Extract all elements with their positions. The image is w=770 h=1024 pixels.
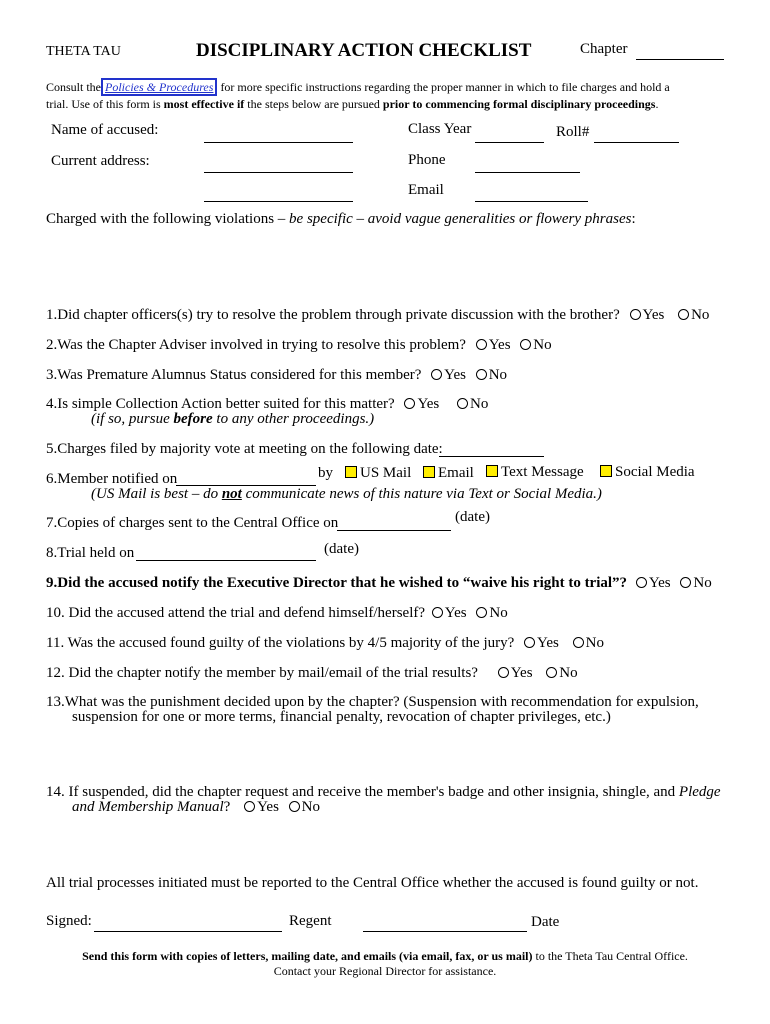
q7-date-field[interactable] <box>337 530 451 531</box>
q6-by-label: by <box>318 465 333 481</box>
radio-icon[interactable] <box>630 309 641 320</box>
address-field-1[interactable] <box>204 172 353 173</box>
q6-email-option[interactable]: Email <box>423 465 474 482</box>
q4-no-option[interactable]: No <box>457 396 488 413</box>
question-14-line-2: and Membership Manual? Yes No <box>72 799 320 815</box>
q10-yes-option[interactable]: Yes <box>432 605 467 622</box>
all-trial-note: All trial processes initiated must be reported to the Central Office whether the accused is found guilty or not. <box>46 875 699 891</box>
radio-icon[interactable] <box>498 667 509 678</box>
radio-icon[interactable] <box>431 369 442 380</box>
q2-yes-option[interactable]: Yes <box>476 337 511 354</box>
send-instructions: Send this form with copies of letters, mailing date, and emails (via email, fax, or us mail) to the Theta Tau Central Office. <box>82 949 688 963</box>
radio-icon[interactable] <box>476 339 487 350</box>
chapter-label: Chapter <box>580 41 628 57</box>
question-9: 9.Did the accused notify the Executive Director that he wished to “waive his right to trial”? Yes No <box>46 575 712 591</box>
q12-yes-option[interactable]: Yes <box>498 665 533 682</box>
org-name: THETA TAU <box>46 44 121 59</box>
q10-no-option[interactable]: No <box>476 605 507 622</box>
q6-social-media-option[interactable]: Social Media <box>600 464 695 481</box>
q9-yes-option[interactable]: Yes <box>636 575 671 592</box>
radio-icon[interactable] <box>573 637 584 648</box>
q14-yes-option[interactable]: Yes <box>244 799 279 816</box>
question-4: 4.Is simple Collection Action better suited for this matter? Yes No <box>46 396 489 412</box>
policies-link[interactable]: Policies & Procedures <box>101 78 217 96</box>
checkbox-icon[interactable] <box>423 466 435 478</box>
radio-icon[interactable] <box>678 309 689 320</box>
question-1: 1.Did chapter officers(s) try to resolve the problem through private discussion with the brother? Yes No <box>46 307 710 323</box>
phone-field[interactable] <box>475 172 580 173</box>
question-12: 12. Did the chapter notify the member by mail/email of the trial results? Yes No <box>46 665 578 681</box>
q6-text-message-option[interactable]: Text Message <box>486 464 584 481</box>
question-7: 7.Copies of charges sent to the Central Office on <box>46 515 339 531</box>
class-year-field[interactable] <box>475 142 544 143</box>
q3-yes-option[interactable]: Yes <box>431 367 466 384</box>
q3-no-option[interactable]: No <box>476 367 507 384</box>
radio-icon[interactable] <box>636 577 647 588</box>
q2-no-option[interactable]: No <box>520 337 551 354</box>
q9-no-option[interactable]: No <box>680 575 711 592</box>
q4-yes-option[interactable]: Yes <box>404 396 439 413</box>
phone-label: Phone <box>408 152 446 168</box>
q1-no-option[interactable]: No <box>678 307 709 324</box>
q14-no-option[interactable]: No <box>289 799 320 816</box>
radio-icon[interactable] <box>457 398 468 409</box>
radio-icon[interactable] <box>289 801 300 812</box>
q11-no-option[interactable]: No <box>573 635 604 652</box>
charged-violations-label: Charged with the following violations – be specific – avoid vague generalities or flowery phrases: <box>46 211 636 227</box>
question-11: 11. Was the accused found guilty of the violations by 4/5 majority of the jury? Yes No <box>46 635 604 651</box>
q6-us-mail-option[interactable]: US Mail <box>345 465 411 482</box>
q7-date-label: (date) <box>455 509 490 525</box>
q8-date-label: (date) <box>324 541 359 557</box>
radio-icon[interactable] <box>524 637 535 648</box>
question-13-line-1: 13.What was the punishment decided upon by the chapter? (Suspension with recommendation for expulsion, <box>46 694 699 710</box>
radio-icon[interactable] <box>520 339 531 350</box>
question-5: 5.Charges filed by majority vote at meeting on the following date: <box>46 441 443 457</box>
chapter-field[interactable] <box>636 59 724 60</box>
q8-date-field[interactable] <box>136 560 316 561</box>
radio-icon[interactable] <box>546 667 557 678</box>
address-field-2[interactable] <box>204 201 353 202</box>
regent-label: Regent <box>289 913 332 929</box>
q12-no-option[interactable]: No <box>546 665 577 682</box>
email-label: Email <box>408 182 444 198</box>
question-2: 2.Was the Chapter Adviser involved in trying to resolve this problem? Yes No <box>46 337 552 353</box>
address-label: Current address: <box>51 153 150 169</box>
question-3: 3.Was Premature Alumnus Status considered for this member? Yes No <box>46 367 508 383</box>
signed-field[interactable] <box>94 931 282 932</box>
checkbox-icon[interactable] <box>345 466 357 478</box>
signed-label: Signed: <box>46 913 92 929</box>
q1-yes-option[interactable]: Yes <box>630 307 665 324</box>
radio-icon[interactable] <box>432 607 443 618</box>
question-8: 8.Trial held on <box>46 545 135 561</box>
checkbox-icon[interactable] <box>600 465 612 477</box>
q11-yes-option[interactable]: Yes <box>524 635 559 652</box>
radio-icon[interactable] <box>244 801 255 812</box>
checkbox-icon[interactable] <box>486 465 498 477</box>
question-10: 10. Did the accused attend the trial and defend himself/herself? Yes No <box>46 605 508 621</box>
radio-icon[interactable] <box>476 369 487 380</box>
radio-icon[interactable] <box>404 398 415 409</box>
roll-label: Roll# <box>556 124 590 140</box>
question-6-note: (US Mail is best – do not communicate news of this nature via Text or Social Media.) <box>91 486 602 502</box>
date-field[interactable] <box>363 931 527 932</box>
name-label: Name of accused: <box>51 122 159 138</box>
intro-line-1: Consult the Policies & Procedures for more specific instructions regarding the proper manner in which to file charges and hold a <box>46 80 670 94</box>
name-field[interactable] <box>204 142 353 143</box>
radio-icon[interactable] <box>680 577 691 588</box>
intro-line-2: trial. Use of this form is most effective if the steps below are pursued prior to commencing formal disciplinary proceedings. <box>46 97 659 111</box>
date-label: Date <box>531 914 560 930</box>
form-title: DISCIPLINARY ACTION CHECKLIST <box>196 40 532 61</box>
question-6: 6.Member notified on <box>46 471 178 487</box>
email-field[interactable] <box>475 201 588 202</box>
roll-field[interactable] <box>594 142 679 143</box>
contact-instructions: Contact your Regional Director for assistance. <box>273 964 497 978</box>
question-4-note: (if so, pursue before to any other proceedings.) <box>91 411 375 427</box>
question-13-line-2: suspension for one or more terms, financial penalty, revocation of chapter privileges, etc.) <box>72 709 611 725</box>
class-year-label: Class Year <box>408 121 472 137</box>
q5-date-field[interactable] <box>439 456 544 457</box>
question-14-line-1: 14. If suspended, did the chapter request and receive the member's badge and other insignia, shingle, and Pledge <box>46 784 721 800</box>
radio-icon[interactable] <box>476 607 487 618</box>
